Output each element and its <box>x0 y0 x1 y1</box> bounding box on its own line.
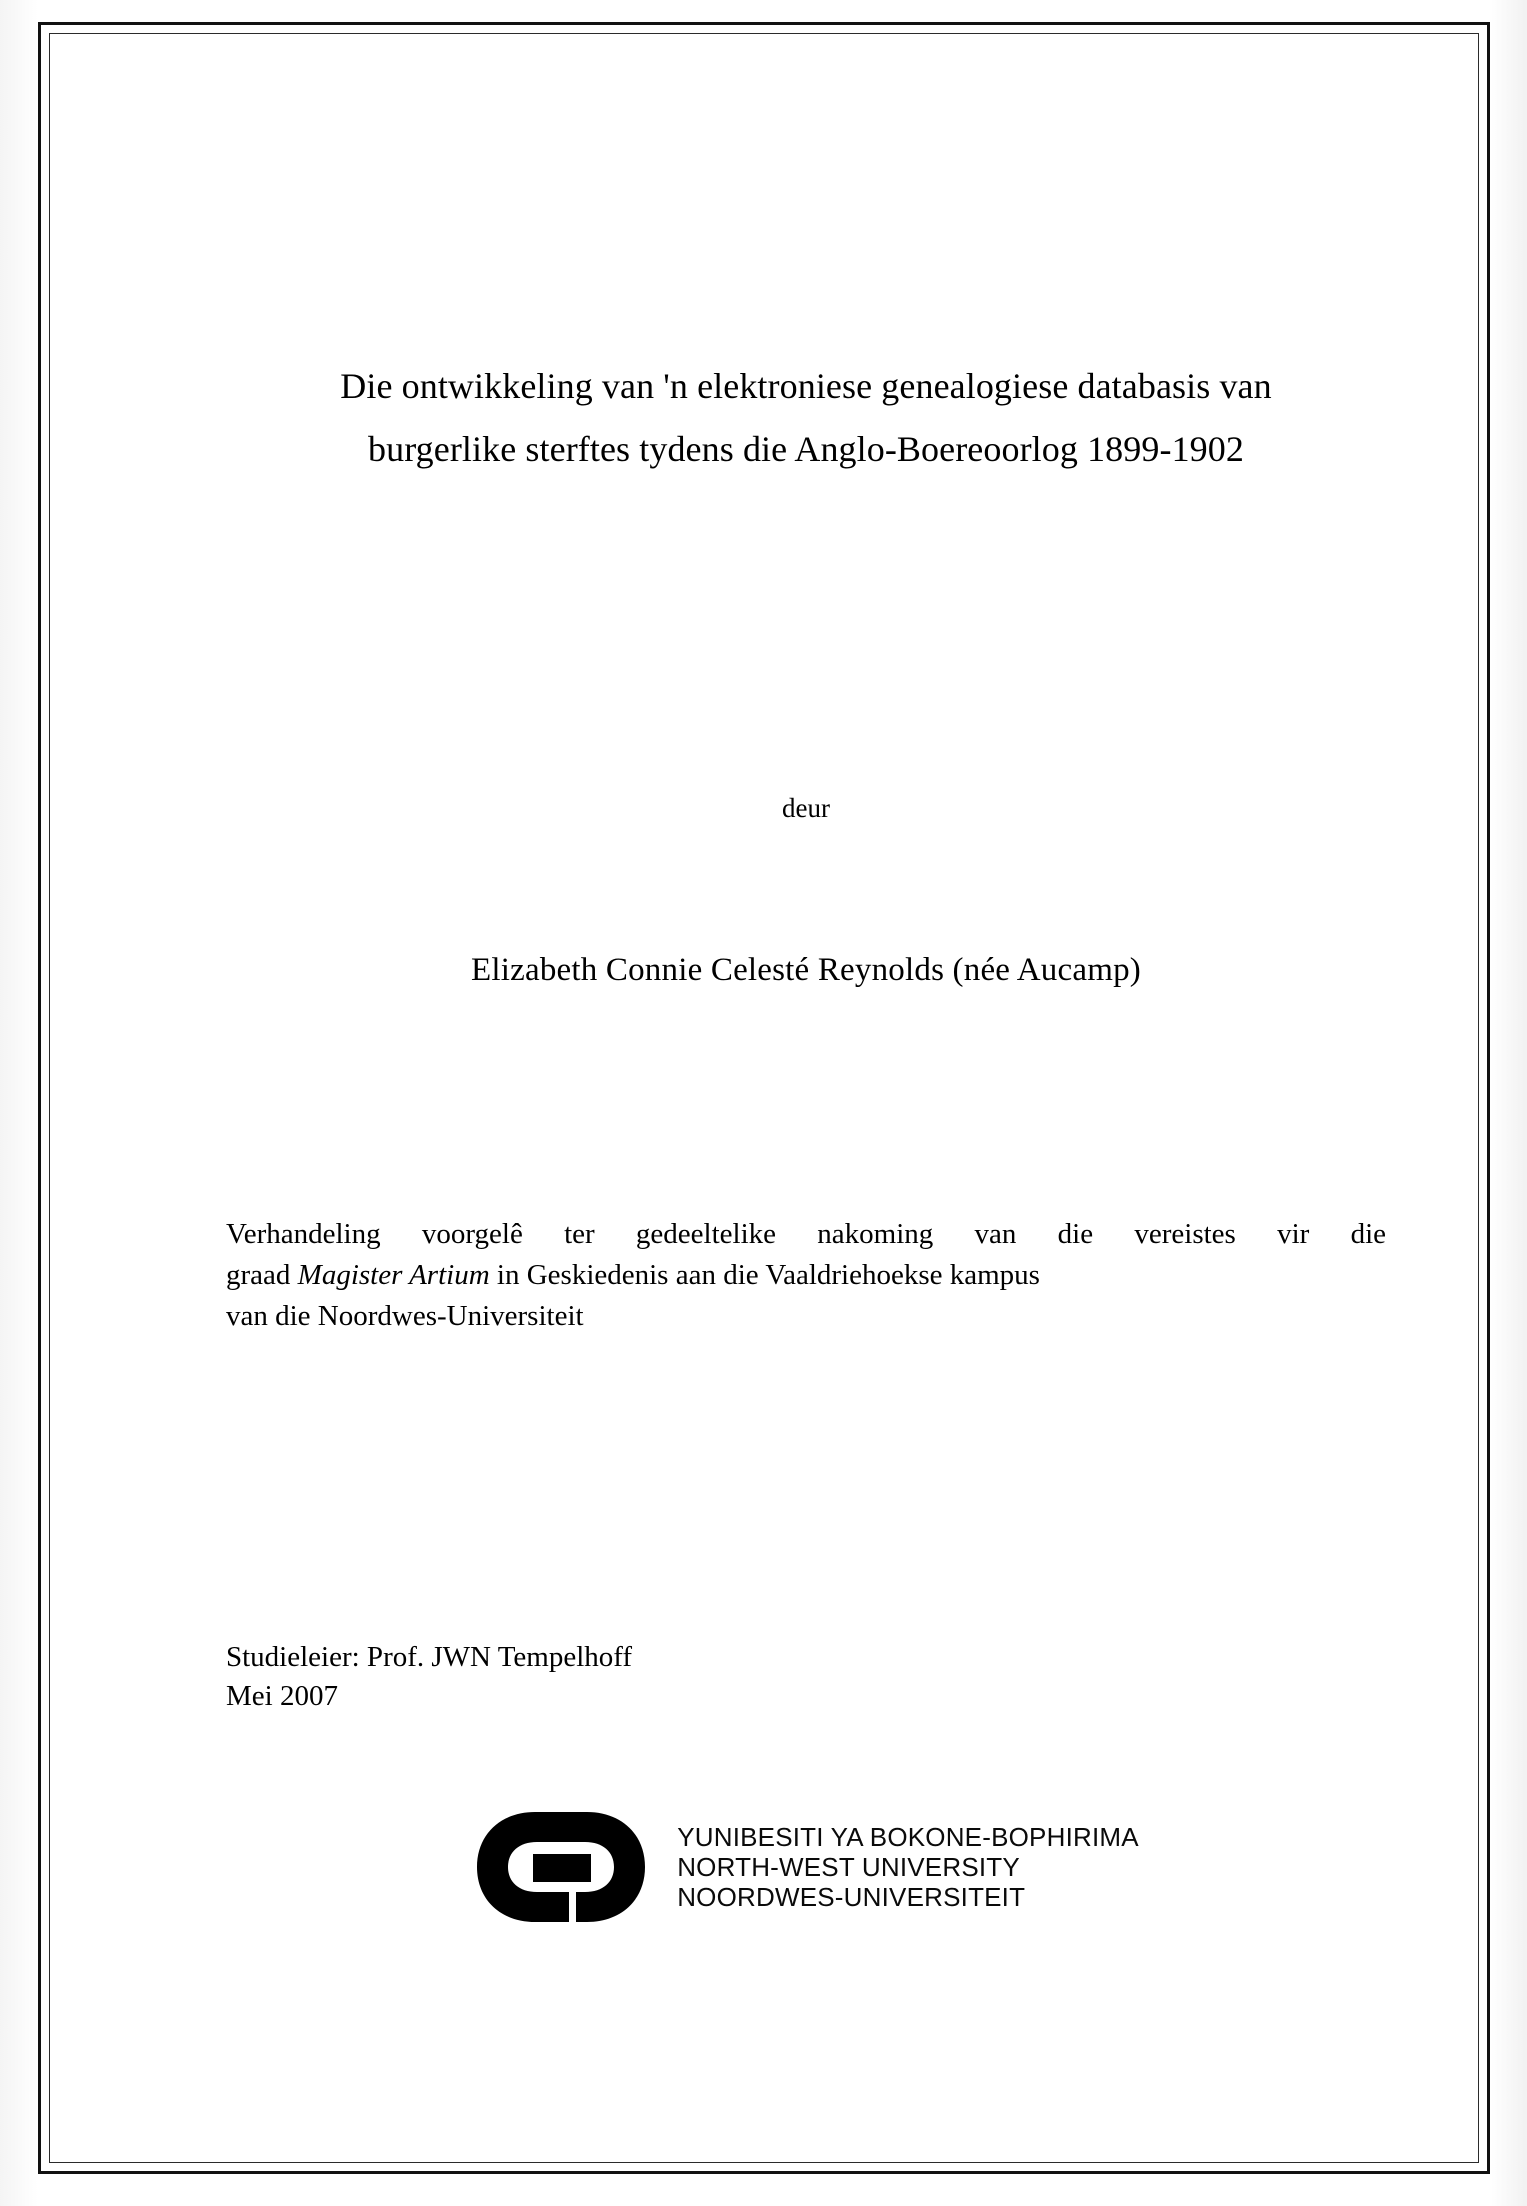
logo-text-line-2: NORTH-WEST UNIVERSITY <box>677 1851 1020 1882</box>
degree-statement <box>226 1214 1386 1338</box>
author-name: Elizabeth Connie Celesté Reynolds (née Aucamp) <box>471 952 1141 988</box>
title-page-content <box>226 355 1386 1928</box>
degree-statement-line-2-prefix: graad <box>226 1259 298 1292</box>
title-line-1: Die ontwikkeling van 'n elektroniese genealogiese databasis van <box>340 366 1272 406</box>
logo-text-block <box>677 1822 1139 1912</box>
nwu-logo-mark-icon <box>473 1806 663 1928</box>
degree-statement-line-3: van die Noordwes-Universiteit <box>226 1300 584 1333</box>
logo-text-line-1: YUNIBESITI YA BOKONE-BOPHIRIMA <box>677 1821 1139 1852</box>
title-line-2: burgerlike sterftes tydens die Anglo-Boereoorlog 1899-1902 <box>368 429 1244 469</box>
degree-statement-line-2-suffix: in Geskiedenis aan die Vaaldriehoekse kampus <box>489 1259 1040 1292</box>
degree-statement-line-1: Verhandeling voorgelê ter gedeeltelike nakoming van die vereistes vir die <box>226 1218 1386 1250</box>
scan-shadow-right <box>1491 0 1527 2206</box>
page-border-frame <box>38 22 1490 2174</box>
by-label: deur <box>782 793 830 823</box>
logo-text-line-3: NOORDWES-UNIVERSITEIT <box>677 1881 1026 1912</box>
supervisor-block <box>226 1638 1386 1716</box>
date-line: Mei 2007 <box>226 1679 338 1712</box>
degree-statement-line-2 <box>226 1255 1386 1296</box>
thesis-title <box>226 355 1386 481</box>
supervisor-line: Studieleier: Prof. JWN Tempelhoff <box>226 1640 633 1673</box>
degree-name-italic: Magister Artium <box>297 1259 490 1292</box>
university-logo <box>226 1806 1386 1928</box>
scan-shadow-left <box>0 0 38 2206</box>
